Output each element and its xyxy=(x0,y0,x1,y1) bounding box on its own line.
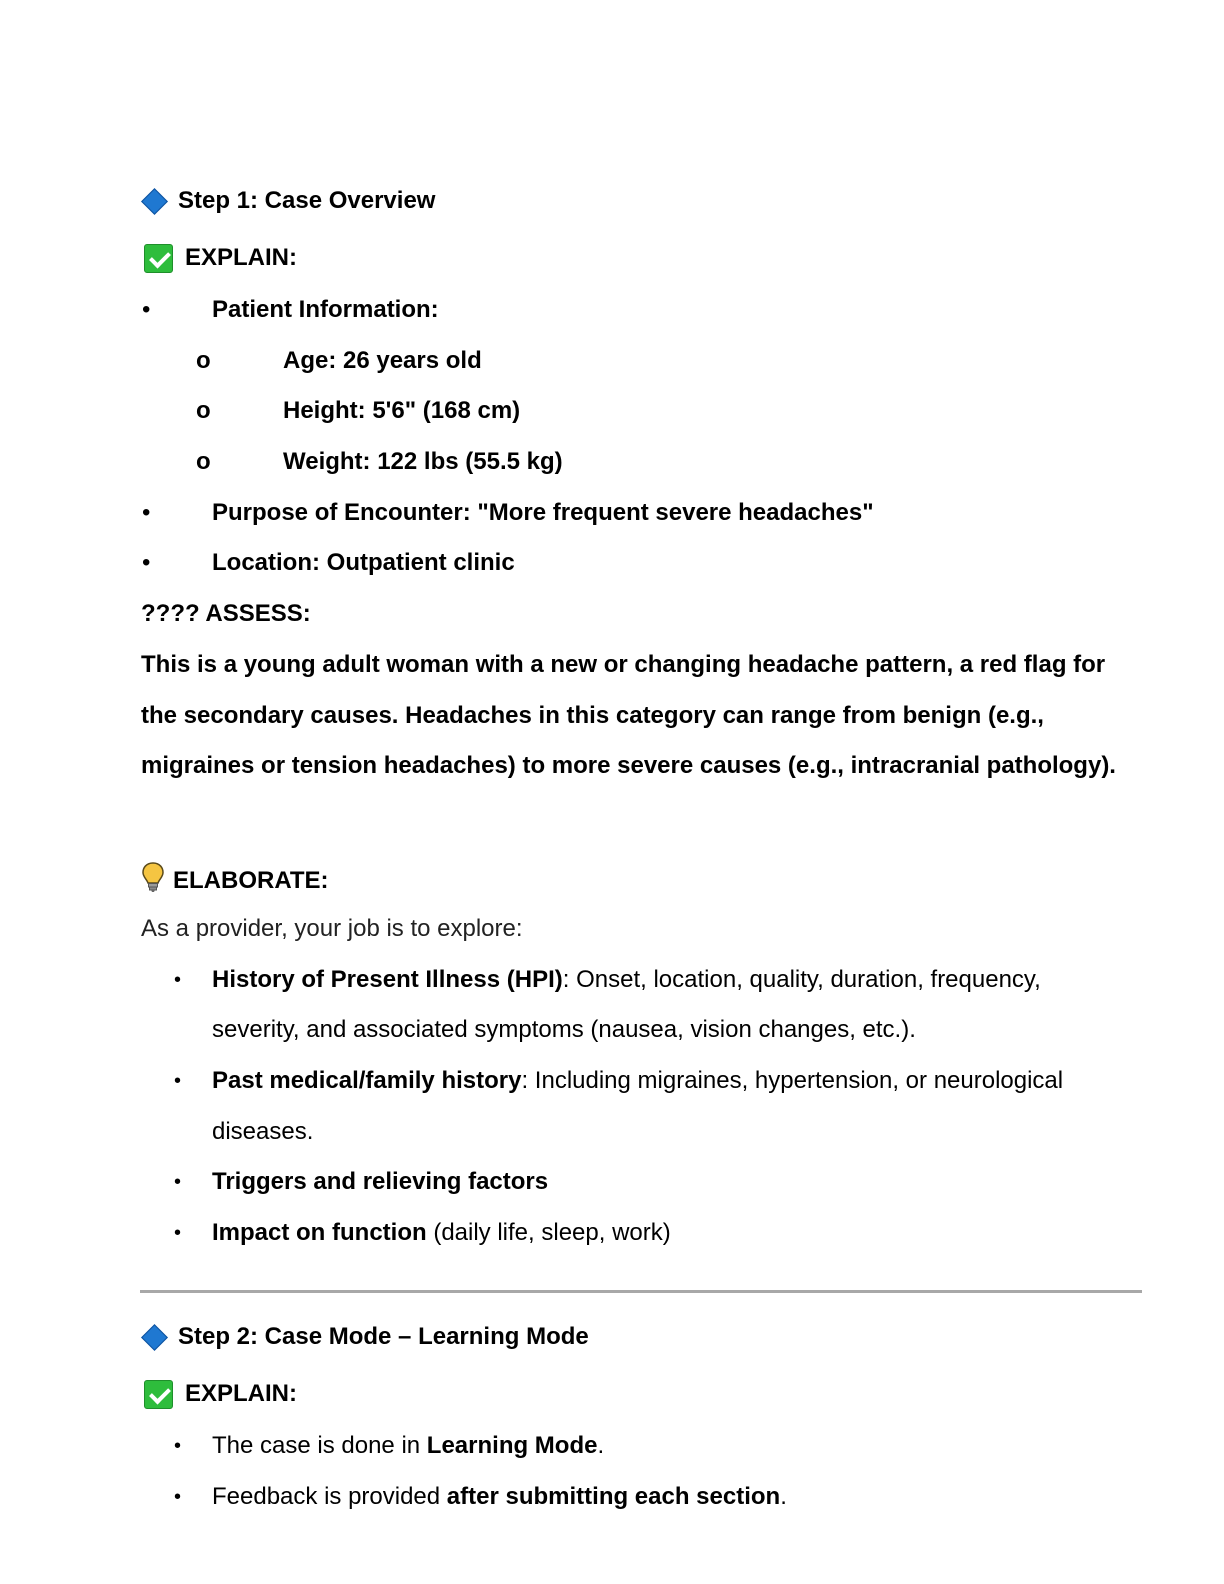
assess-paragraph-line: This is a young adult woman with a new or changing headache pattern, a red flag for xyxy=(141,651,1106,678)
patient-info-label: Patient Information: xyxy=(212,296,439,323)
hpi-item xyxy=(212,965,1041,995)
explain-label: EXPLAIN: xyxy=(185,244,298,271)
item-text: The case is done in xyxy=(212,1432,427,1459)
bullet-dot: • xyxy=(174,1486,182,1508)
patient-age: Age: 26 years old xyxy=(283,347,482,374)
bullet-o: o xyxy=(196,448,211,475)
pmh-item xyxy=(212,1066,1063,1096)
step1-heading xyxy=(138,186,435,216)
purpose-of-encounter: Purpose of Encounter: "More frequent severe headaches" xyxy=(212,499,874,526)
item-bold: after submitting each section xyxy=(446,1483,781,1510)
pmh-bold: Past medical/family history xyxy=(212,1067,522,1094)
item-end: . xyxy=(597,1432,605,1459)
bullet-dot: • xyxy=(142,499,151,526)
green-check-icon xyxy=(144,1380,173,1409)
item-bold: Learning Mode xyxy=(426,1432,598,1459)
blue-diamond-icon xyxy=(141,1324,168,1351)
hpi-text: : Onset, location, quality, duration, frequency, xyxy=(562,966,1041,993)
pmh-item-continued: diseases. xyxy=(212,1118,314,1145)
green-check-icon xyxy=(144,244,173,273)
assess-paragraph-line: the secondary causes. Headaches in this category can range from benign (e.g., xyxy=(141,702,1044,729)
bullet-dot: • xyxy=(174,969,182,991)
assess-label: ???? ASSESS: xyxy=(141,600,311,627)
bullet-dot: • xyxy=(142,549,151,576)
bullet-o: o xyxy=(196,397,211,424)
impact-item xyxy=(212,1218,671,1248)
step2-heading xyxy=(138,1322,589,1352)
patient-height: Height: 5'6" (168 cm) xyxy=(283,397,521,424)
learning-mode-item xyxy=(212,1431,604,1461)
impact-text: (daily life, sleep, work) xyxy=(426,1219,671,1246)
location: Location: Outpatient clinic xyxy=(212,549,515,576)
item-text: Feedback is provided xyxy=(212,1483,447,1510)
bullet-dot: • xyxy=(174,1171,182,1193)
step2-title: Step 2: Case Mode – Learning Mode xyxy=(178,1323,589,1350)
lightbulb-icon xyxy=(141,861,165,901)
pmh-text: : Including migraines, hypertension, or neurological xyxy=(521,1067,1064,1094)
explain-label: EXPLAIN: xyxy=(185,1380,298,1407)
bullet-dot: • xyxy=(142,296,151,323)
item-end: . xyxy=(780,1483,787,1510)
bullet-dot: • xyxy=(174,1070,182,1092)
section-divider xyxy=(140,1290,1142,1293)
assess-paragraph-line: migraines or tension headaches) to more severe causes (e.g., intracranial pathology). xyxy=(141,752,1116,779)
bullet-o: o xyxy=(196,347,211,374)
hpi-bold: History of Present Illness (HPI) xyxy=(212,966,563,993)
bullet-dot: • xyxy=(174,1222,182,1244)
impact-bold: Impact on function xyxy=(212,1219,427,1246)
step1-explain-heading xyxy=(144,243,297,273)
step1-title: Step 1: Case Overview xyxy=(178,187,436,214)
elaborate-label: ELABORATE: xyxy=(173,867,329,894)
elaborate-heading xyxy=(141,861,329,901)
patient-weight: Weight: 122 lbs (55.5 kg) xyxy=(283,448,563,475)
triggers-item: Triggers and relieving factors xyxy=(212,1168,549,1195)
feedback-item xyxy=(212,1482,787,1512)
hpi-item-continued: severity, and associated symptoms (nausea, vision changes, etc.). xyxy=(212,1016,916,1043)
blue-diamond-icon xyxy=(141,188,168,215)
elaborate-intro: As a provider, your job is to explore: xyxy=(141,915,523,942)
bullet-dot: • xyxy=(174,1435,182,1457)
step2-explain-heading xyxy=(144,1379,297,1409)
